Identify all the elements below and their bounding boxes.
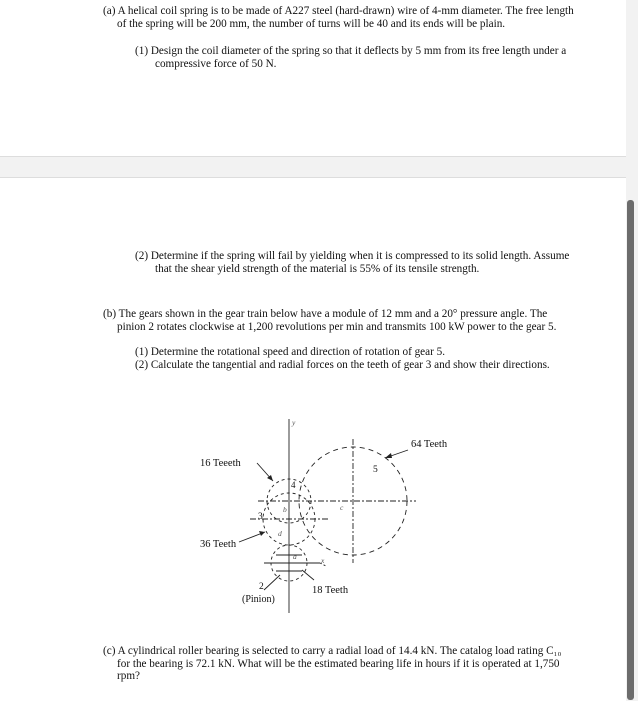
leader-18-teeth xyxy=(302,570,314,580)
gear-3-number: 3 xyxy=(258,512,263,522)
point-d-label: d xyxy=(278,529,282,538)
gear-train-figure xyxy=(180,415,480,625)
problem-a-part-2: (2) Determine if the spring will fail by yielding when it is compressed to its solid length. Assume that the shear yield strength of the material is 55% of its tensile strength. xyxy=(135,250,570,275)
axis-y-label: y xyxy=(292,418,296,427)
point-c-label: c xyxy=(340,503,344,512)
problem-a-part-1: (1) Design the coil diameter of the spring so that it deflects by 5 mm from its free length under a compressive force of 50 N. xyxy=(135,45,567,70)
question-card-top xyxy=(0,0,626,157)
problem-b-intro: (b) The gears shown in the gear train below have a module of 12 mm and a 20° pressure angle. The pinion 2 rotates clockwise at 1,200 revolutions per min and transmits 100 kW power to the gear 5. xyxy=(103,308,557,333)
point-b-label: b xyxy=(283,505,287,514)
problem-b-part-2: (2) Calculate the tangential and radial forces on the teeth of gear 3 and show their directions. xyxy=(135,359,550,371)
problem-c-text: (c) A cylindrical roller bearing is selected to carry a radial load of 14.4 kN. The catalog load rating C₁₀ for the bearing is 72.1 kN. What will be the estimated bearing life in hours if it is operated at 1,750 rpm? xyxy=(103,645,562,683)
label-16-teeth: 16 Teeeth xyxy=(200,458,241,469)
label-36-teeth: 36 Teeth xyxy=(200,539,237,550)
leader-pinion xyxy=(264,575,280,590)
problem-a-intro: (a) A helical coil spring is to be made of A227 steel (hard-drawn) wire of 4-mm diameter. The free length of the spring will be 200 mm, the number of turns will be 40 and its ends will be plain. xyxy=(103,5,574,30)
axis-x-label: x xyxy=(321,556,325,565)
label-64-teeth: 64 Teeth xyxy=(411,439,448,450)
gear-5-number: 5 xyxy=(373,465,378,475)
gear-2-number: 2 xyxy=(259,582,264,592)
label-pinion: (Pinion) xyxy=(242,594,275,605)
point-a-label: a xyxy=(293,552,297,561)
question-card-bottom xyxy=(0,177,626,701)
gear-4-number: 4 xyxy=(291,480,296,490)
label-18-teeth: 18 Teeth xyxy=(312,585,349,596)
problem-b-part-1: (1) Determine the rotational speed and direction of rotation of gear 5. xyxy=(135,346,446,358)
scrollbar[interactable] xyxy=(627,200,634,700)
